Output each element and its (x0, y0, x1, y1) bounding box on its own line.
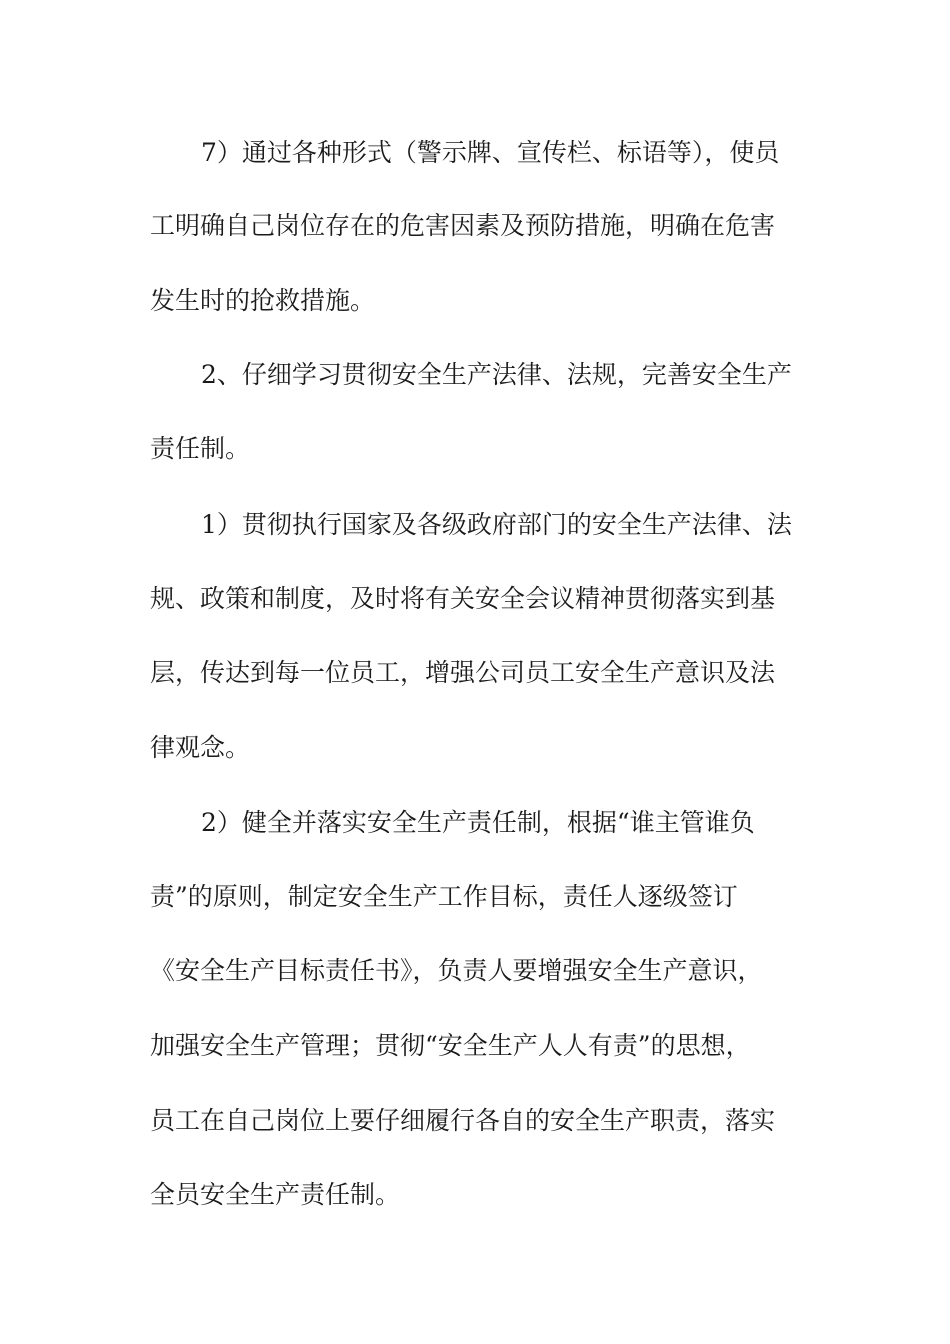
paragraph-line: 2）健全并落实安全生产责任制，根据“谁主管谁负 (201, 808, 755, 837)
paragraph-line: 2、仔细学习贯彻安全生产法律、法规，完善安全生产 (201, 360, 792, 389)
paragraph-line: 1）贯彻执行国家及各级政府部门的安全生产法律、法 (201, 510, 792, 539)
paragraph-line: 《安全生产目标责任书》，负责人要增强安全生产意识， (150, 956, 763, 985)
paragraph-line: 全员安全生产责任制。 (150, 1180, 401, 1209)
paragraph-line: 层，传达到每一位员工，增强公司员工安全生产意识及法 (150, 658, 776, 687)
paragraph-line: 7）通过各种形式（警示牌、宣传栏、标语等），使员 (201, 138, 780, 167)
paragraph-line: 工明确自己岗位存在的危害因素及预防措施，明确在危害 (150, 211, 776, 240)
paragraph-line: 律观念。 (150, 733, 251, 762)
paragraph-line: 责”的原则，制定安全生产工作目标，责任人逐级签订 (150, 882, 738, 911)
paragraph-line: 员工在自己岗位上要仔细履行各自的安全生产职责，落实 (150, 1106, 776, 1135)
paragraph-line: 责任制。 (150, 434, 251, 463)
paragraph-line: 发生时的抢救措施。 (150, 286, 376, 315)
paragraph-line: 加强安全生产管理；贯彻“安全生产人人有责”的思想， (150, 1031, 751, 1060)
paragraph-line: 规、政策和制度，及时将有关安全会议精神贯彻落实到基 (150, 584, 776, 613)
